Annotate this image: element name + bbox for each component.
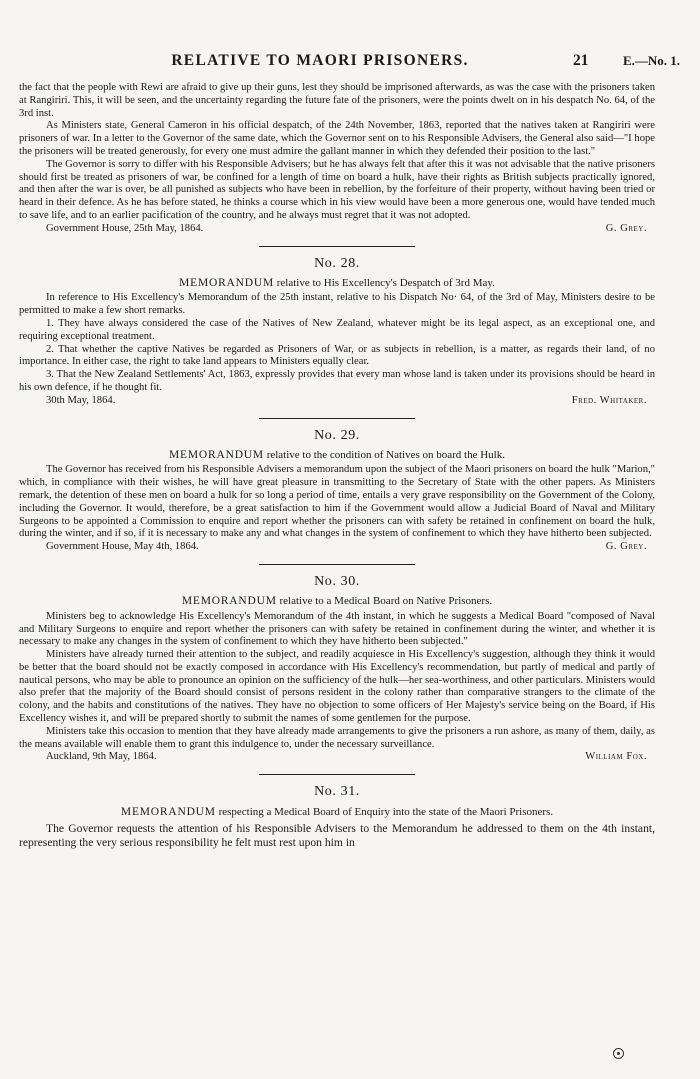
signer: G. Grey. [605, 222, 647, 234]
signature-line [19, 395, 655, 408]
section-number: No. 29. [314, 427, 360, 443]
section-continued [19, 82, 655, 236]
paragraph: Ministers take this occasion to mention that they have already made arrangements to give the prisoners a run ashore, as many of them, daily, as the means available will enable them to grant this indulgence to, under the necessary surveillance. [19, 725, 655, 750]
memo-heading-text: relative to a Medical Board on Native Prisoners. [279, 594, 493, 607]
signer: Fred. Whitaker. [571, 394, 647, 406]
section-divider [259, 246, 415, 247]
running-header [0, 52, 700, 76]
signer: William Fox. [585, 751, 647, 763]
paragraph: The Governor is sorry to differ with his Responsible Advisers; but he has always felt that after this it was not advisable that the native prisoners should first be treated as prisoners of war, be confined for a length of time on board a hulk, have their rights as British subjects practically ignored, and then after the war is over, be all punished as subjects who have been in rebellion, by the forfeiture of their property, without having been tried or heard in their defence. As he has before stated, he thinks a course which in his view would have been a more generous one, would have tended much to save life, and to an earlier pacification of the country, and he always must regret that it was not adopted. [19, 158, 655, 221]
memo-heading-caps: MEMORANDUM [169, 448, 264, 461]
memo-heading [19, 277, 655, 290]
section-divider [259, 418, 415, 419]
paragraph: Ministers beg to acknowledge His Excellency's Memorandum of the 4th instant, in which he suggests a Medical Board "composed of Naval and Military Surgeons to enquire and report whether the prisoners can with safety be retained in confinement during the winter, and whether it is necessary to make any changes in the system of confinement to which they have hitherto been subjected." [19, 610, 655, 648]
section-number: No. 28. [314, 255, 360, 271]
paragraph: Ministers have already turned their attention to the subject, and readily acquiesce in His Excellency's suggestion, although they think it would be better that the board should not be exactly composed in accordance with His Excellency's recommendation, but partly of medical and partly of nautical persons, who may be able to pronounce an opinion on the sufficiency of the hulk—her sea-worthiness, and other particulars. Ministers would also prefer that the majority of the Board should consist of persons resident in the colony rather than comparative strangers to the climate of the colony, and the habits and constitutions of the natives. They have no objection to some officers of Her Majesty's service being on the Board, if His Excellency wishes it, and will be prepared shortly to submit the names of some gentlemen for the purpose. [19, 649, 655, 725]
place-date: Auckland, 9th May, 1864. [46, 751, 157, 763]
signature-line [19, 223, 655, 236]
section-no-31 [19, 784, 655, 850]
memo-heading-text: respecting a Medical Board of Enquiry into the state of the Maori Prisoners. [218, 806, 554, 819]
memo-heading [19, 449, 655, 462]
signature-line [19, 751, 655, 764]
memo-heading-text: relative to His Excellency's Despatch of 3rd May. [276, 276, 495, 289]
section-no-28 [19, 256, 655, 408]
section-number: No. 31. [314, 784, 360, 800]
paragraph: In reference to His Excellency's Memorandum of the 25th instant, relative to his Dispatch No· 64, of the 3rd of May, Ministers desire to be permitted to make a few short remarks. [19, 292, 655, 317]
section-number: No. 30. [314, 573, 360, 589]
signature-line [19, 541, 655, 554]
section-no-30 [19, 574, 655, 764]
memo-heading-caps: MEMORANDUM [120, 806, 216, 819]
place-date: Government House, 25th May, 1864. [46, 222, 204, 234]
paragraph: The Governor has received from his Responsible Advisers a memorandum upon the subject of the Maori prisoners on board the hulk "Marion," which, in compliance with their wishes, he will have great pleasure in transmitting to the Secretary of State with the other papers. As Ministers remark, the detention of these men on board a hulk for so long a period of time, entails a very grave responsibility on the Government of the Colony, including the Governor. It would, therefore, be a great satisfaction to him if the Government would allow a Judicial Board of Naval and Military Surgeons to be appointed a Commission to enquire and report whether the prisoners can with safety be retained in confinement on board the hulk, during the winter, and if so, if it is necessary to make any and what changes in the system of confinement to which they have hitherto been subjected. [19, 464, 655, 540]
paragraph: 3. That the New Zealand Settlements' Act, 1863, expressly provides that every man whose land is taken under its provisions should be heard in his own defence, if he thought fit. [19, 369, 655, 393]
paragraph: 1. They have always considered the case of the Natives of New Zealand, whatever might be its legal aspect, as an exceptional one, and requiring exceptional treatment. [19, 317, 655, 342]
paragraph: The Governor requests the attention of his Responsible Advisers to the Memorandum he addressed to them on the 4th instant, representing the very serious responsibility he felt must rest upon him in [19, 822, 655, 850]
page-number: 21 [573, 52, 589, 69]
memo-heading-caps: MEMORANDUM [181, 594, 277, 607]
section-divider [259, 774, 415, 775]
paragraph: 2. That whether the captive Natives be regarded as Prisoners of War, or as subjects in rebellion, is a matter, as regards their land, of no importance. In either case, the right to take land appears to Ministers equally clear. [19, 343, 655, 368]
memo-heading-text: relative to the condition of Natives on board the Hulk. [266, 448, 505, 461]
section-no-29 [19, 428, 655, 554]
paragraph: the fact that the people with Rewi are afraid to give up their guns, lest they should be imprisoned afterwards, as was the case with the prisoners taken at Rangiriri. This, it will be seen, and the uncertainty regarding the future fate of the prisoners, were the points dwelt on in his despatch No. 64, of the 3rd inst. [19, 82, 655, 119]
section-divider [259, 564, 415, 565]
memo-heading [19, 805, 655, 819]
memo-heading-caps: MEMORANDUM [179, 276, 274, 289]
place-date: 30th May, 1864. [46, 394, 116, 406]
document-body [19, 82, 655, 850]
seal-mark-icon [613, 1048, 624, 1059]
place-date: Government House, May 4th, 1864. [46, 541, 199, 553]
signer: G. Grey. [605, 541, 647, 553]
paragraph: As Ministers state, General Cameron in his official despatch, of the 24th November, 1863, reported that the natives taken at Rangiriri were prisoners of war. In a letter to the Governor of the same date, which the Governor sent on to his Responsible Advisers, the General also said—"I hope the prisoners will be treated generously, for every one must admire the gallant manner in which they defended their position to the last." [19, 120, 655, 157]
page-title: RELATIVE TO MAORI PRISONERS. [171, 52, 469, 69]
memo-heading [19, 595, 655, 608]
document-code: E.—No. 1. [623, 53, 681, 68]
